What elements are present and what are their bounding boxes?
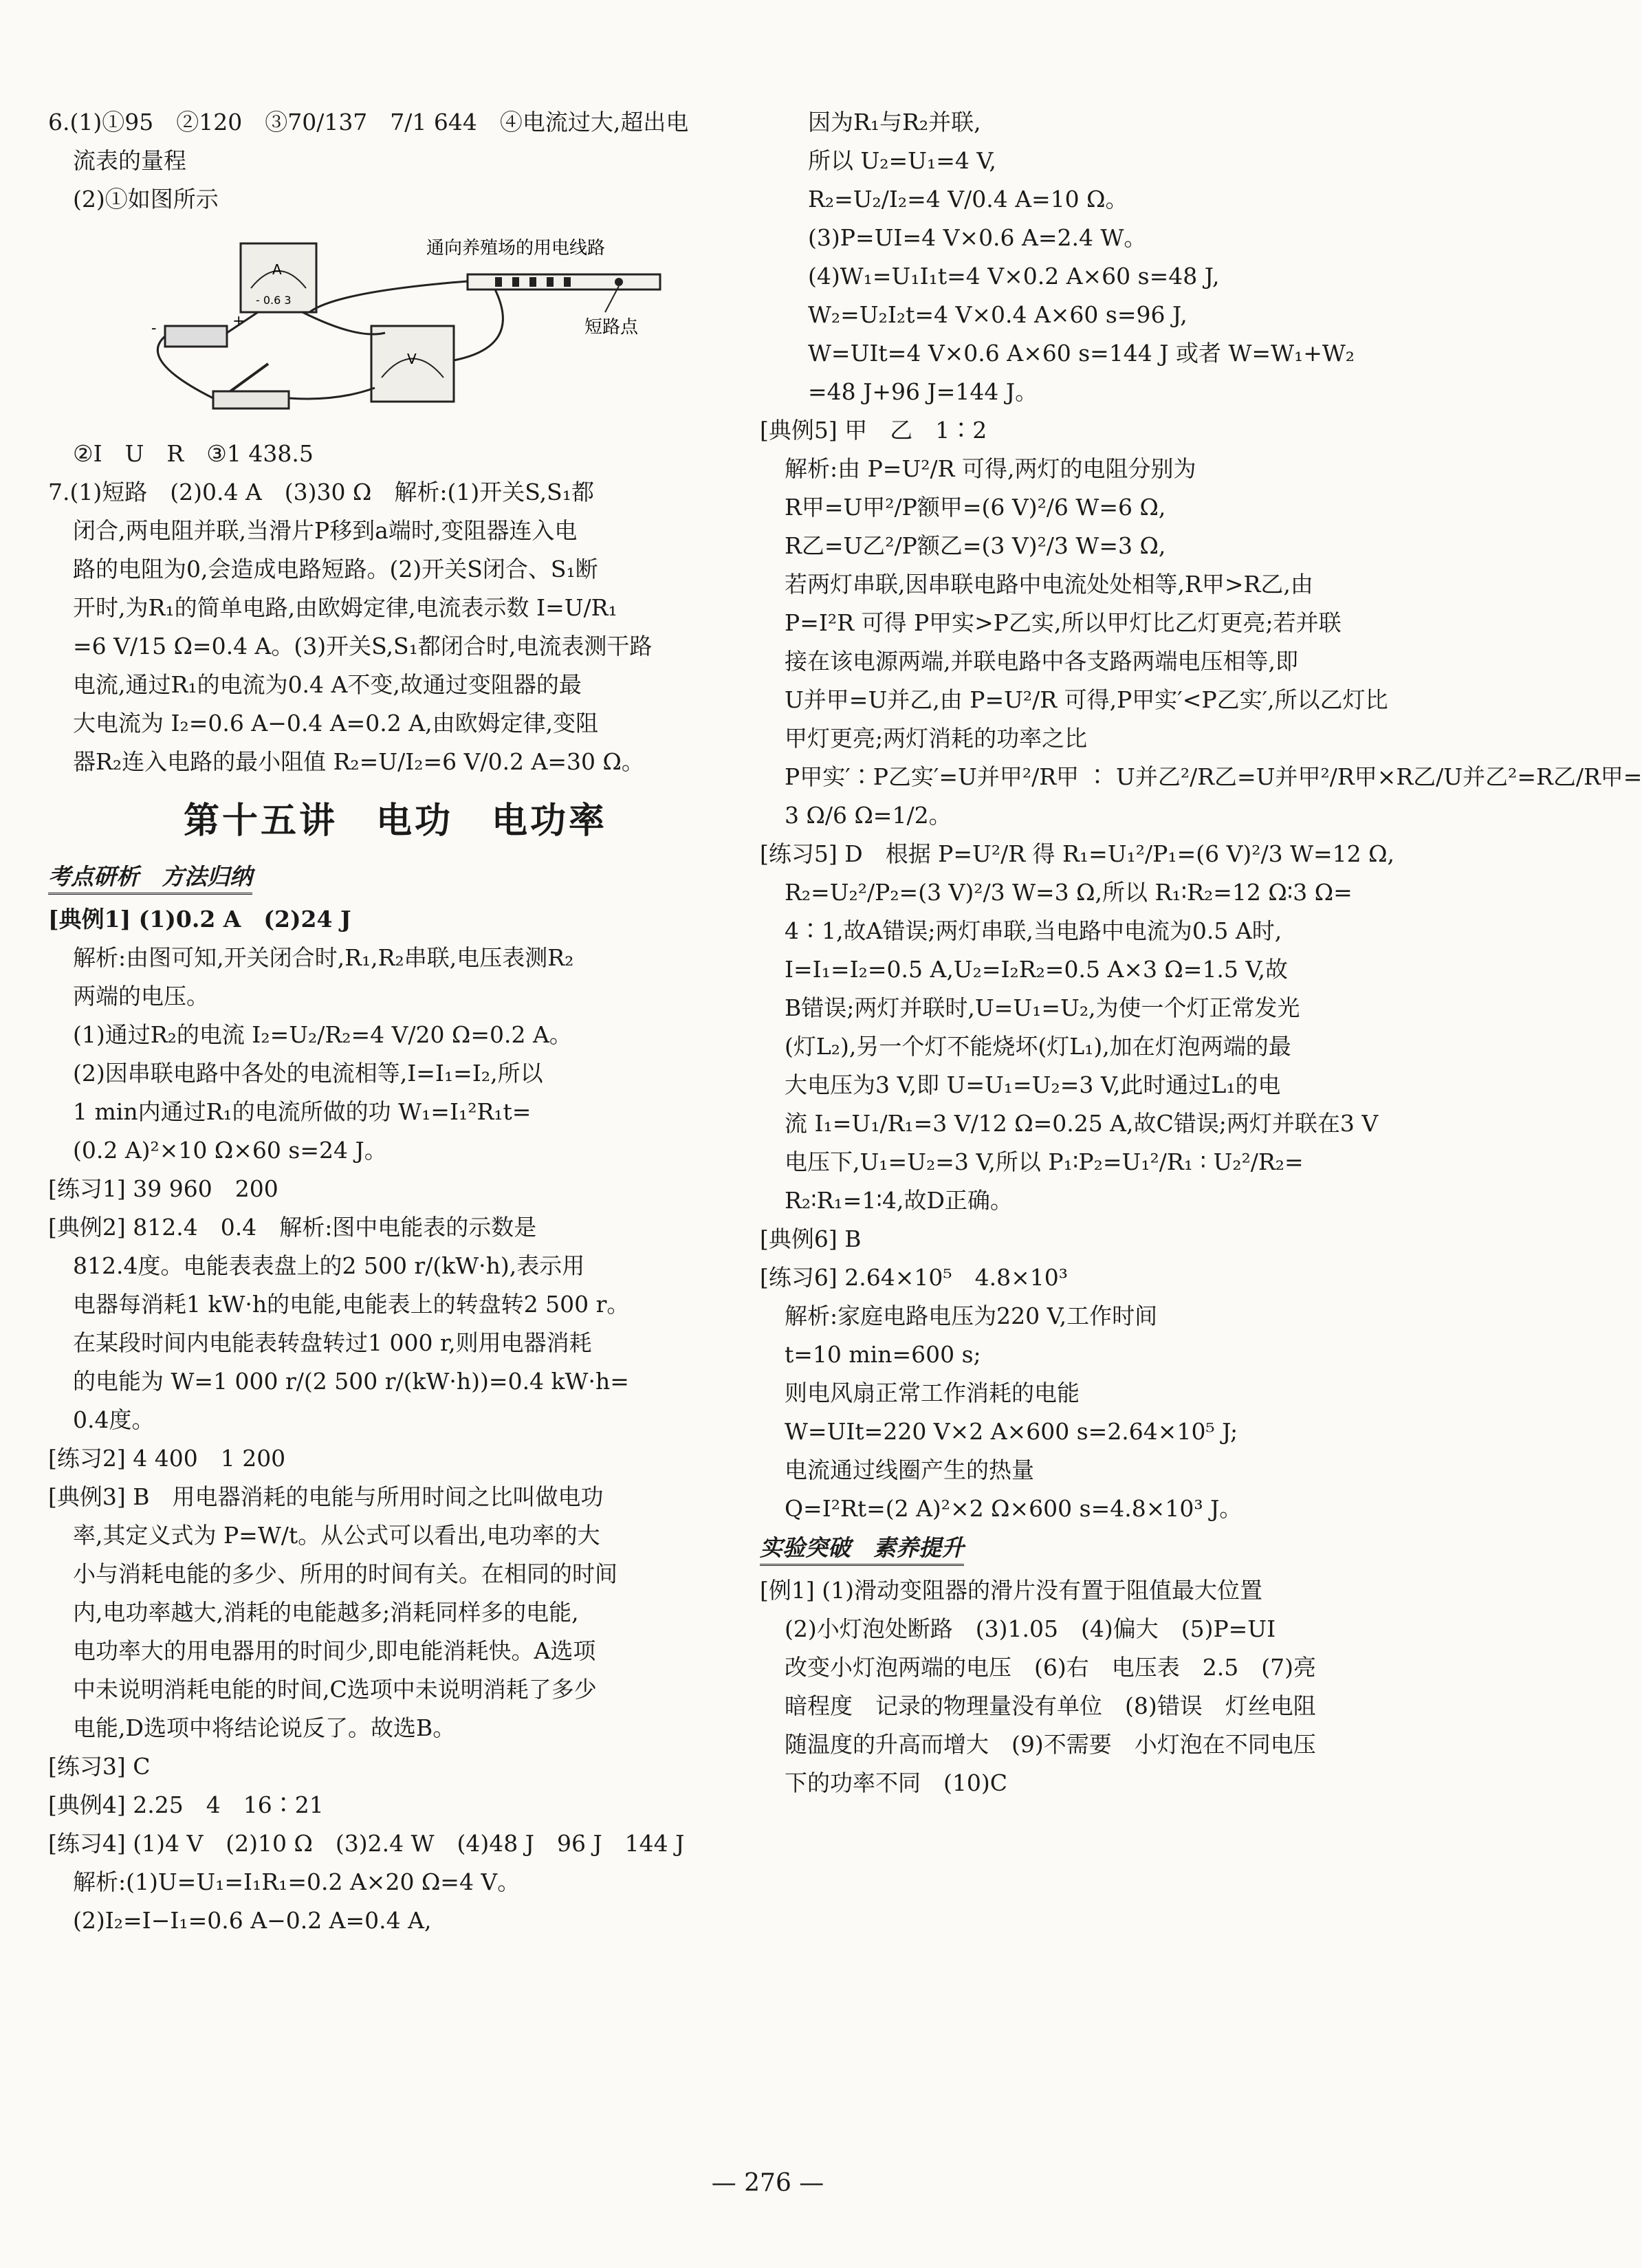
answer-line: 解析:家庭电路电压为220 V,工作时间 (785, 1302, 1158, 1329)
right-answers (760, 103, 1642, 1528)
circuit-diagram (110, 223, 674, 429)
answer-line: =48 J+96 J=144 J。 (808, 378, 1038, 405)
right-column (760, 103, 1642, 1802)
answer-6-part2: (2)①如图所示 (73, 186, 219, 212)
answer-7-line: 路的电阻为0,会造成电路短路。(2)开关S闭合、S₁断 (73, 556, 598, 582)
answer-line: R₂=U₂²/P₂=(3 V)²/3 W=3 Ω,所以 R₁∶R₂=12 Ω∶3 Ω= (785, 879, 1353, 906)
answer-line: (2)因串联电路中各处的电流相等,I=I₁=I₂,所以 (73, 1060, 543, 1087)
answer-line: (灯L₂),另一个灯不能烧坏(灯L₁),加在灯泡两端的最 (785, 1033, 1291, 1060)
answer-line: Q=I²Rt=(2 A)²×2 Ω×600 s=4.8×10³ J。 (785, 1495, 1243, 1522)
svg-text:-: - (151, 320, 157, 337)
answer-line: W₂=U₂I₂t=4 V×0.4 A×60 s=96 J, (808, 301, 1187, 328)
answer-line: [典例5] 甲 乙 1∶2 (760, 417, 987, 444)
experiment-line: 暗程度 记录的物理量没有单位 (8)错误 灯丝电阻 (785, 1692, 1316, 1719)
answer-7-line: =6 V/15 Ω=0.4 A。(3)开关S,S₁都闭合时,电流表测干路 (73, 633, 653, 659)
answer-line: [典例1] (1)0.2 A (2)24 J (48, 906, 351, 933)
answer-line: (4)W₁=U₁I₁t=4 V×0.2 A×60 s=48 J, (808, 263, 1220, 290)
answer-line: 电功率大的用电器用的时间少,即电能消耗快。A选项 (73, 1637, 596, 1664)
answer-7-line: 开时,为R₁的简单电路,由欧姆定律,电流表示数 I=U/R₁ (73, 594, 617, 621)
answer-7-line: 7.(1)短路 (2)0.4 A (3)30 Ω 解析:(1)开关S,S₁都 (48, 479, 594, 505)
answer-line: 则电风扇正常工作消耗的电能 (785, 1380, 1080, 1406)
answer-line: 率,其定义式为 P=W/t。从公式可以看出,电功率的大 (73, 1522, 600, 1549)
answer-line: (3)P=UI=4 V×0.6 A=2.4 W。 (808, 224, 1147, 251)
page-number: — 276 — (711, 2169, 824, 2197)
answer-line: 电能,D选项中将结论说反了。故选B。 (73, 1714, 456, 1741)
circuit-figure (110, 223, 674, 429)
answer-line: 3 Ω/6 Ω=1/2。 (785, 802, 952, 829)
answer-line: 电流通过线圈产生的热量 (785, 1457, 1034, 1483)
answer-line: P=I²R 可得 P甲实>P乙实,所以甲灯比乙灯更亮;若并联 (785, 609, 1342, 636)
answer-line: 解析:(1)U=U₁=I₁R₁=0.2 A×20 Ω=4 V。 (73, 1868, 521, 1895)
answer-7-line: 闭合,两电阻并联,当滑片P移到a端时,变阻器连入电 (73, 517, 578, 544)
answer-line: 的电能为 W=1 000 r/(2 500 r/(kW·h))=0.4 kW·h= (73, 1368, 629, 1395)
answer-line: 两端的电压。 (73, 983, 209, 1010)
answer-line: 大电压为3 V,即 U=U₁=U₂=3 V,此时通过L₁的电 (785, 1071, 1281, 1098)
answer-line: 解析:由图可知,开关闭合时,R₁,R₂串联,电压表测R₂ (73, 944, 574, 971)
answer-line: [练习4] (1)4 V (2)10 Ω (3)2.4 W (4)48 J 96 J 144 J (48, 1830, 685, 1857)
answer-line: 4∶1,故A错误;两灯串联,当电路中电流为0.5 A时, (785, 917, 1282, 944)
answer-7-line: 器R₂连入电路的最小阻值 R₂=U/I₂=6 V/0.2 A=30 Ω。 (73, 748, 644, 775)
answer-line: 小与消耗电能的多少、所用的时间有关。在相同的时间 (73, 1560, 617, 1587)
answer-line: 解析:由 P=U²/R 可得,两灯的电阻分别为 (785, 455, 1196, 482)
experiment-line: 随温度的升高而增大 (9)不需要 小灯泡在不同电压 (785, 1731, 1316, 1758)
answer-line: R₂=U₂/I₂=4 V/0.4 A=10 Ω。 (808, 186, 1128, 212)
answer-line: 内,电功率越大,消耗的电能越多;消耗同样多的电能, (73, 1599, 579, 1626)
answer-line: [练习2] 4 400 1 200 (48, 1445, 286, 1472)
experiment-line: 下的功率不同 (10)C (785, 1769, 1007, 1796)
left-column (48, 103, 743, 1940)
fig-label-short: 短路点 (584, 317, 639, 338)
answer-line: [典例3] B 用电器消耗的电能与所用时间之比叫做电功 (48, 1483, 604, 1510)
answer-line: B错误;两灯并联时,U=U₁=U₂,为使一个灯正常发光 (785, 994, 1300, 1021)
svg-text:V: V (407, 351, 417, 367)
switch-lever (230, 364, 268, 391)
answer-line: 电器每消耗1 kW·h的电能,电能表上的转盘转2 500 r。 (73, 1291, 630, 1318)
answer-line: 流 I₁=U₁/R₁=3 V/12 Ω=0.25 A,故C错误;两灯并联在3 V (785, 1110, 1379, 1137)
answer-line: 1 min内通过R₁的电流所做的功 W₁=I₁²R₁t= (73, 1098, 532, 1125)
answer-line: [典例2] 812.4 0.4 解析:图中电能表的示数是 (48, 1214, 537, 1241)
answer-line: 接在该电源两端,并联电路中各支路两端电压相等,即 (785, 648, 1298, 675)
answer-line: 甲灯更亮;两灯消耗的功率之比 (785, 725, 1088, 752)
experiment-line: [例1] (1)滑动变阻器的滑片没有置于阻值最大位置 (760, 1577, 1262, 1604)
answer-line: U并甲=U并乙,由 P=U²/R 可得,P甲实′<P乙实′,所以乙灯比 (785, 686, 1388, 713)
answer-line: [典例6] B (760, 1225, 862, 1252)
answer-6-part2-blanks: ②I U R ③1 438.5 (73, 440, 314, 467)
svg-text:+: + (232, 313, 245, 330)
answer-line: [练习6] 2.64×10⁵ 4.8×10³ (760, 1264, 1068, 1291)
answer-line: 中未说明消耗电能的时间,C选项中未说明消耗了多少 (73, 1676, 597, 1703)
answer-line: 若两灯串联,因串联电路中电流处处相等,R甲>R乙,由 (785, 571, 1313, 598)
answer-line: P甲实′∶P乙实′=U并甲²/R甲 ∶ U并乙²/R乙=U并甲²/R甲×R乙/U并乙²=R乙/R甲= (785, 763, 1642, 790)
answer-line: 电压下,U₁=U₂=3 V,所以 P₁∶P₂=U₁²/R₁ ∶ U₂²/R₂= (785, 1148, 1304, 1175)
answer-7-line: 电流,通过R₁的电流为0.4 A不变,故通过变阻器的最 (73, 671, 582, 698)
section-heading-research: 考点研析 方法归纳 (48, 861, 252, 895)
short-point-marker (615, 278, 623, 286)
answer-line: (0.2 A)²×10 Ω×60 s=24 J。 (73, 1137, 387, 1164)
answer-line: 在某段时间内电能表转盘转过1 000 r,则用电器消耗 (73, 1329, 592, 1356)
svg-text:- 0.6 3: - 0.6 3 (256, 294, 292, 307)
answer-line: (1)通过R₂的电流 I₂=U₂/R₂=4 V/20 Ω=0.2 A。 (73, 1021, 572, 1048)
lecture-title: 第十五讲 电功 电功率 (183, 800, 607, 842)
answer-line: R₂∶R₁=1∶4,故D正确。 (785, 1187, 1013, 1214)
svg-text:A: A (272, 261, 282, 278)
answer-line: W=UIt=4 V×0.6 A×60 s=144 J 或者 W=W₁+W₂ (808, 340, 1355, 367)
answer-line: [典例4] 2.25 4 16∶21 (48, 1791, 324, 1818)
answer-line: R乙=U乙²/P额乙=(3 V)²/3 W=3 Ω, (785, 532, 1166, 559)
experiment-line: 改变小灯泡两端的电压 (6)右 电压表 2.5 (7)亮 (785, 1654, 1316, 1681)
fig-label-line: 通向养殖场的用电线路 (426, 238, 606, 259)
section-heading-experiment: 实验突破 素养提升 (760, 1532, 964, 1566)
answer-7 (48, 473, 743, 781)
answer-line: [练习1] 39 960 200 (48, 1175, 278, 1202)
answer-7-line: 大电流为 I₂=0.6 A−0.4 A=0.2 A,由欧姆定律,变阻 (73, 710, 599, 737)
answer-line: 因为R₁与R₂并联, (808, 109, 981, 135)
answer-line: 所以 U₂=U₁=4 V, (808, 147, 996, 174)
answer-line: [练习5] D 根据 P=U²/R 得 R₁=U₁²/P₁=(6 V)²/3 W=12 Ω, (760, 840, 1395, 867)
battery (165, 326, 227, 347)
answer-line: W=UIt=220 V×2 A×600 s=2.64×10⁵ J; (785, 1418, 1238, 1445)
answer-line: R甲=U甲²/P额甲=(6 V)²/6 W=6 Ω, (785, 494, 1166, 521)
experiment-line: (2)小灯泡处断路 (3)1.05 (4)偏大 (5)P=UI (785, 1615, 1276, 1642)
answer-6-line1: 6.(1)①95 ②120 ③70/137 7/1 644 ④电流过大,超出电 (48, 109, 689, 135)
answer-line: 0.4度。 (73, 1406, 155, 1433)
answer-6-line2: 流表的量程 (73, 147, 186, 174)
left-answers (48, 900, 743, 1940)
answer-line: (2)I₂=I−I₁=0.6 A−0.2 A=0.4 A, (73, 1907, 432, 1934)
switch-base (213, 391, 289, 408)
answer-line: 812.4度。电能表表盘上的2 500 r/(kW·h),表示用 (73, 1252, 585, 1279)
answer-line: I=I₁=I₂=0.5 A,U₂=I₂R₂=0.5 A×3 Ω=1.5 V,故 (785, 956, 1288, 983)
experiment-answers (760, 1571, 1489, 1802)
answer-line: [练习3] C (48, 1753, 151, 1780)
answer-line: t=10 min=600 s; (785, 1341, 981, 1368)
